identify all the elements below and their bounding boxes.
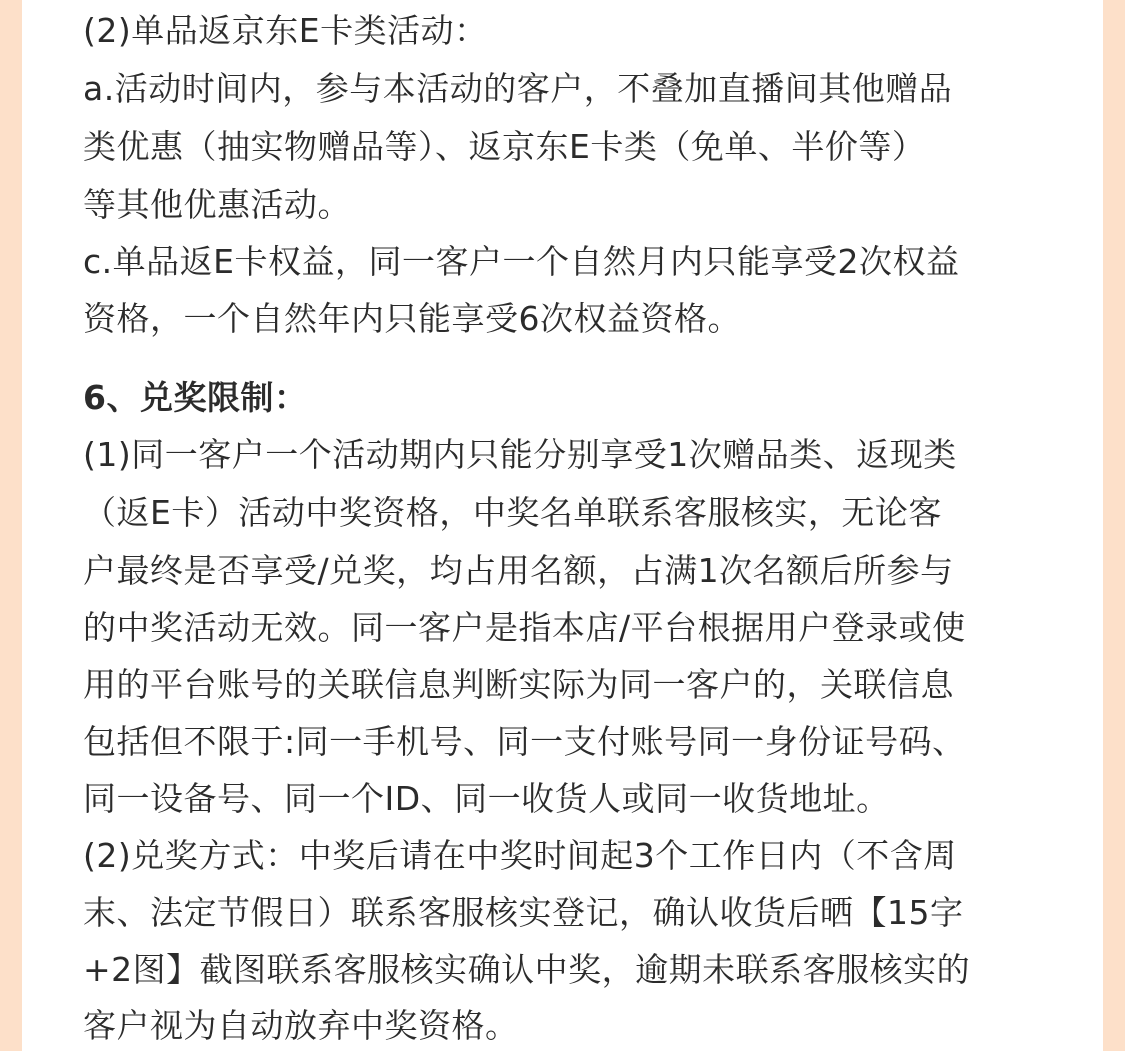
rule-c-line-2: 资格，一个自然年内只能享受6次权益资格。 xyxy=(83,299,741,338)
rule-c-line-1: c.单品返E卡权益，同一客户一个自然月内只能享受2次权益 xyxy=(83,242,960,281)
rule-2-line-3: +2图】截图联系客服核实确认中奖，逾期未联系客服核实的 xyxy=(83,950,971,989)
rule-1-line-1: (1)同一客户一个活动期内只能分别享受1次赠品类、返现类 xyxy=(83,435,957,474)
rule-1-line-6: 包括但不限于:同一手机号、同一支付账号同一身份证号码、 xyxy=(83,722,966,761)
left-page-border xyxy=(0,0,22,1051)
rule-1-line-3: 户最终是否享受/兑奖，均占用名额，占满1次名额后所参与 xyxy=(83,551,954,590)
rule-1-line-5: 用的平台账号的关联信息判断实际为同一客户的，关联信息 xyxy=(83,665,954,704)
rule-a-line-1: a.活动时间内，参与本活动的客户，不叠加直播间其他赠品 xyxy=(83,69,953,108)
rule-1-line-2: （返E卡）活动中奖资格，中奖名单联系客服核实，无论客 xyxy=(83,493,942,532)
right-page-border xyxy=(1103,0,1125,1051)
redemption-limit-heading: 6、兑奖限制： xyxy=(83,378,308,417)
rule-1-line-7: 同一设备号、同一个ID、同一收货人或同一收货地址。 xyxy=(83,779,890,818)
e-card-section-title: (2)单品返京东E卡类活动： xyxy=(83,11,488,50)
rule-2-line-4: 客户视为自动放弃中奖资格。 xyxy=(83,1006,519,1045)
rule-2-line-1: (2)兑奖方式：中奖后请在中奖时间起3个工作日内（不含周 xyxy=(83,836,957,875)
rule-a-line-2: 类优惠（抽实物赠品等）、返京东E卡类（免单、半价等） xyxy=(83,127,926,166)
rule-2-line-2: 末、法定节假日）联系客服核实登记，确认收货后晒【15字 xyxy=(83,893,964,932)
rule-a-line-3: 等其他优惠活动。 xyxy=(83,185,351,224)
rule-1-line-4: 的中奖活动无效。同一客户是指本店/平台根据用户登录或使 xyxy=(83,608,966,647)
